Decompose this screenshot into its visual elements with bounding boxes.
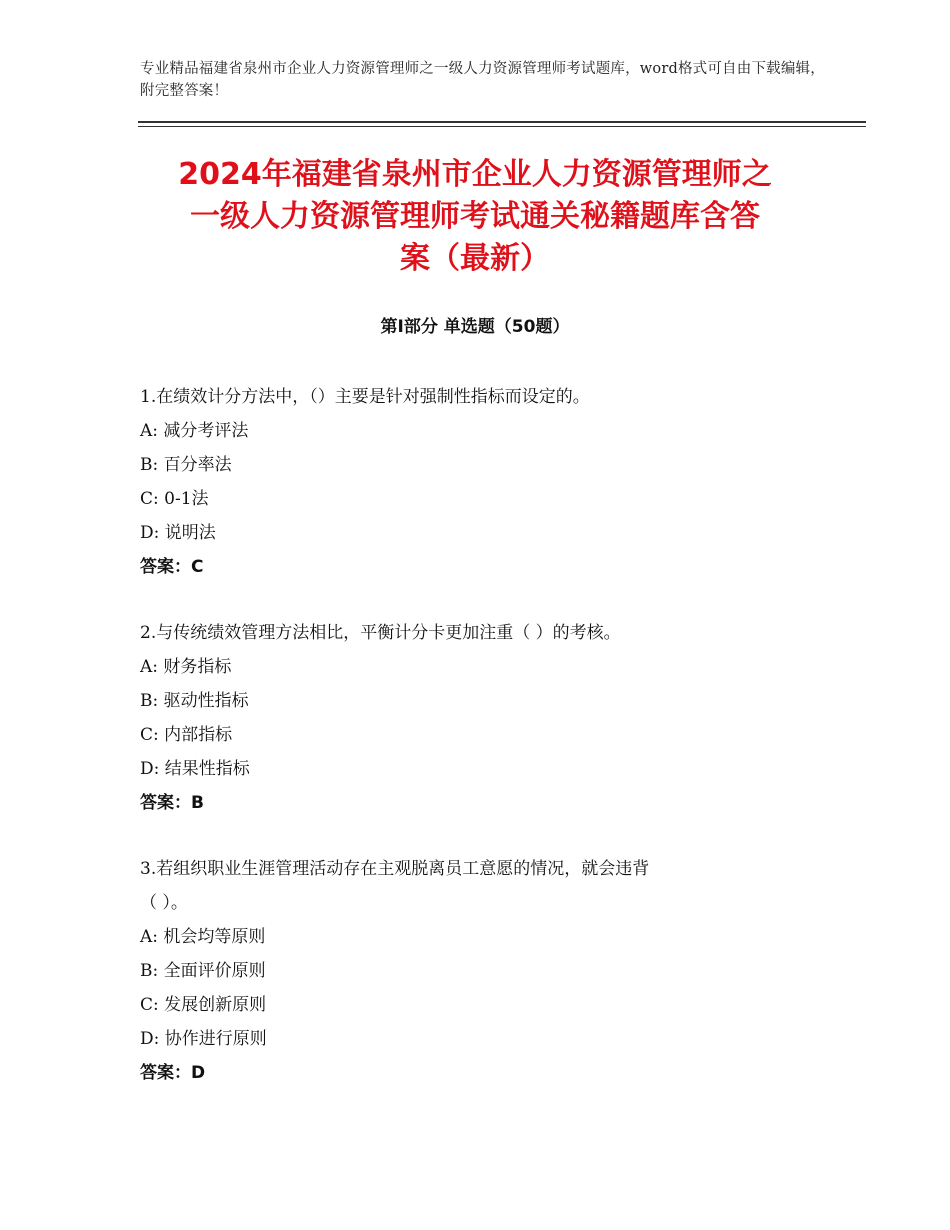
option-d: D: 说明法 (140, 523, 216, 543)
question-2 (140, 616, 840, 820)
answer: 答案：C (140, 557, 204, 577)
title-line: 案（最新） (400, 241, 550, 276)
title-line: 2024年福建省泉州市企业人力资源管理师之 (178, 157, 772, 192)
option-b: B: 驱动性指标 (140, 691, 249, 711)
option-c: C: 0-1法 (140, 489, 209, 509)
document-title (130, 154, 820, 280)
option-d: D: 结果性指标 (140, 759, 250, 779)
question-3 (140, 852, 840, 1090)
option-b: B: 全面评价原则 (140, 961, 266, 981)
question-stem: 2.与传统绩效管理方法相比，平衡计分卡更加注重（ ）的考核。 (140, 623, 621, 643)
option-b: B: 百分率法 (140, 455, 232, 475)
option-d: D: 协作进行原则 (140, 1029, 267, 1049)
header-rule-thick (138, 121, 866, 123)
header-rule-thin (138, 126, 866, 127)
title-line: 一级人力资源管理师考试通关秘籍题库含答 (190, 199, 760, 234)
option-a: A: 机会均等原则 (140, 927, 266, 947)
option-a: A: 减分考评法 (140, 421, 249, 441)
answer: 答案：D (140, 1063, 206, 1083)
question-stem: 3.若组织职业生涯管理活动存在主观脱离员工意愿的情况，就会违背 (140, 859, 650, 879)
question-stem-continued: （ ）。 (140, 893, 188, 913)
header-note: 专业精品福建省泉州市企业人力资源管理师之一级人力资源管理师考试题库，word格式可自由下载编辑，附完整答案！ (140, 61, 825, 99)
option-a: A: 财务指标 (140, 657, 232, 677)
option-c: C: 发展创新原则 (140, 995, 267, 1015)
answer: 答案：B (140, 793, 204, 813)
question-list (140, 380, 840, 1122)
question-1 (140, 380, 840, 584)
option-c: C: 内部指标 (140, 725, 233, 745)
section-title: 第Ⅰ部分 单选题（50题） (380, 317, 570, 337)
question-stem: 1.在绩效计分方法中，（）主要是针对强制性指标而设定的。 (140, 387, 590, 407)
